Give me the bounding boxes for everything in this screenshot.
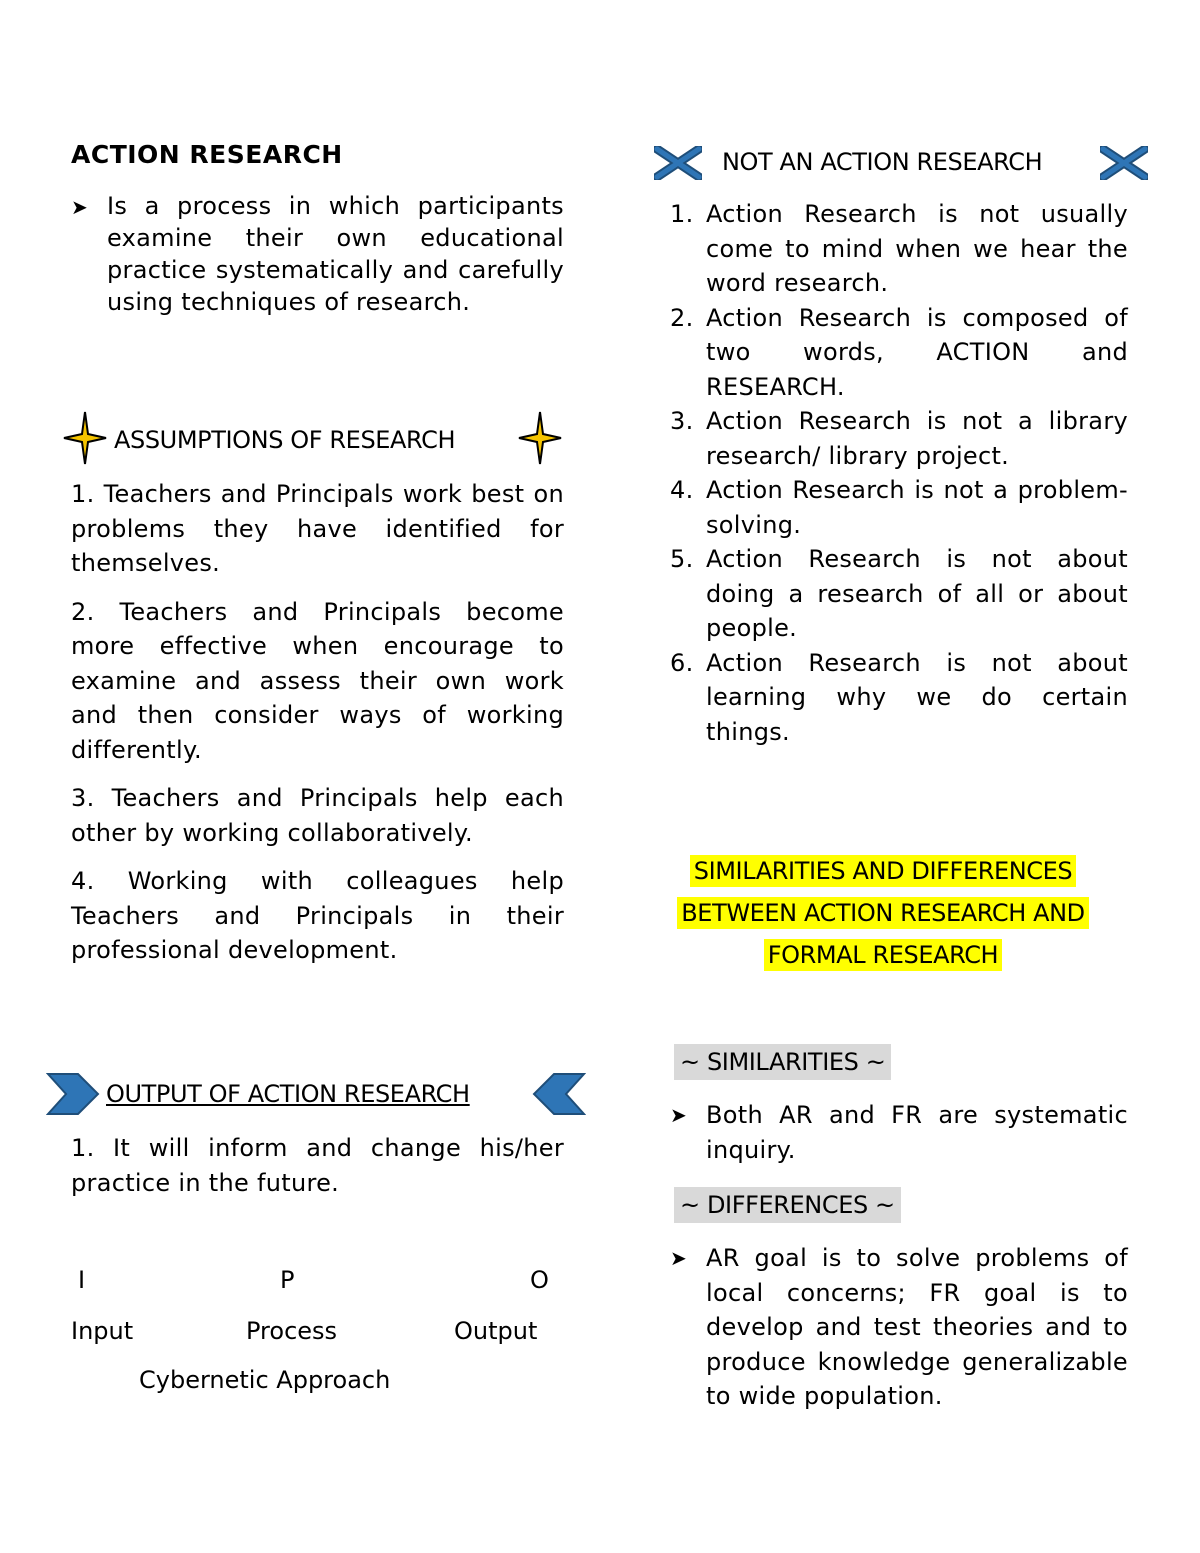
chevron-right-icon xyxy=(46,1072,100,1116)
list-item: 1. Action Research is not usually come to mind when we hear the word research. xyxy=(670,200,1128,297)
similarities-label: ~ SIMILARITIES ~ xyxy=(674,1044,891,1080)
differences-item: AR goal is to solve problems of local concerns; FR goal is to develop and test theories and to produce knowledge generalizable to wide population. xyxy=(706,1244,1128,1410)
comparison-title-line: BETWEEN ACTION RESEARCH AND xyxy=(677,897,1089,929)
assumption-item: 1. Teachers and Principals work best on problems they have identified for themselves. xyxy=(71,480,564,577)
not-action-research-title: NOT AN ACTION RESEARCH xyxy=(722,148,1043,176)
comparison-title xyxy=(636,850,1130,976)
ipo-word-output: Output xyxy=(454,1317,538,1345)
differences-block xyxy=(670,1241,1128,1414)
assumption-item: 3. Teachers and Principals help each other by working collaboratively. xyxy=(71,784,564,847)
output-item: 1. It will inform and change his/her practice in the future. xyxy=(71,1134,564,1197)
arrow-bullet-icon: ➤ xyxy=(71,195,89,219)
four-point-star-icon xyxy=(62,410,108,466)
list-item: 6. Action Research is not about learning why we do certain things. xyxy=(670,648,1128,746)
action-research-definition: Is a process in which participants examine their own educational practice systematically and carefully using techniques of research. xyxy=(107,192,564,316)
assumptions-title: ASSUMPTIONS OF RESEARCH xyxy=(114,426,456,454)
not-action-research-list xyxy=(670,197,1128,749)
similarities-block xyxy=(670,1098,1128,1167)
differences-label: ~ DIFFERENCES ~ xyxy=(674,1187,901,1223)
four-point-star-icon xyxy=(517,410,563,466)
list-item: 4. Action Research is not a problem-solving. xyxy=(670,476,1128,539)
cybernetic-approach-label: Cybernetic Approach xyxy=(139,1366,391,1394)
chevron-left-icon xyxy=(532,1072,586,1116)
list-item: 5. Action Research is not about doing a research of all or about people. xyxy=(670,545,1128,642)
cross-icon xyxy=(1100,146,1148,180)
comparison-title-line: SIMILARITIES AND DIFFERENCES xyxy=(690,855,1077,887)
list-item: 2. Action Research is composed of two words, ACTION and RESEARCH. xyxy=(670,303,1128,401)
ipo-letter-i: I xyxy=(78,1266,86,1294)
ipo-word-input: Input xyxy=(71,1317,134,1345)
assumption-item: 2. Teachers and Principals become more effective when encourage to examine and assess their own work and then consider ways of working differently. xyxy=(71,597,564,764)
ipo-letter-o: O xyxy=(530,1266,549,1294)
cross-icon xyxy=(654,146,702,180)
arrow-bullet-icon: ➤ xyxy=(670,1246,688,1270)
list-item: 3. Action Research is not a library research/ library project. xyxy=(670,407,1128,470)
ipo-letter-p: P xyxy=(280,1266,295,1294)
comparison-title-line: FORMAL RESEARCH xyxy=(764,939,1002,971)
action-research-title: ACTION RESEARCH xyxy=(71,140,343,169)
assumptions-list xyxy=(71,477,564,982)
output-item-block xyxy=(71,1131,564,1214)
ipo-word-process: Process xyxy=(246,1317,338,1345)
assumption-item: 4. Working with colleagues help Teachers and Principals in their professional development. xyxy=(71,867,564,964)
similarities-item: Both AR and FR are systematic inquiry. xyxy=(706,1101,1128,1164)
arrow-bullet-icon: ➤ xyxy=(670,1103,688,1127)
output-title: OUTPUT OF ACTION RESEARCH xyxy=(106,1080,470,1108)
action-research-definition-block xyxy=(71,190,564,318)
